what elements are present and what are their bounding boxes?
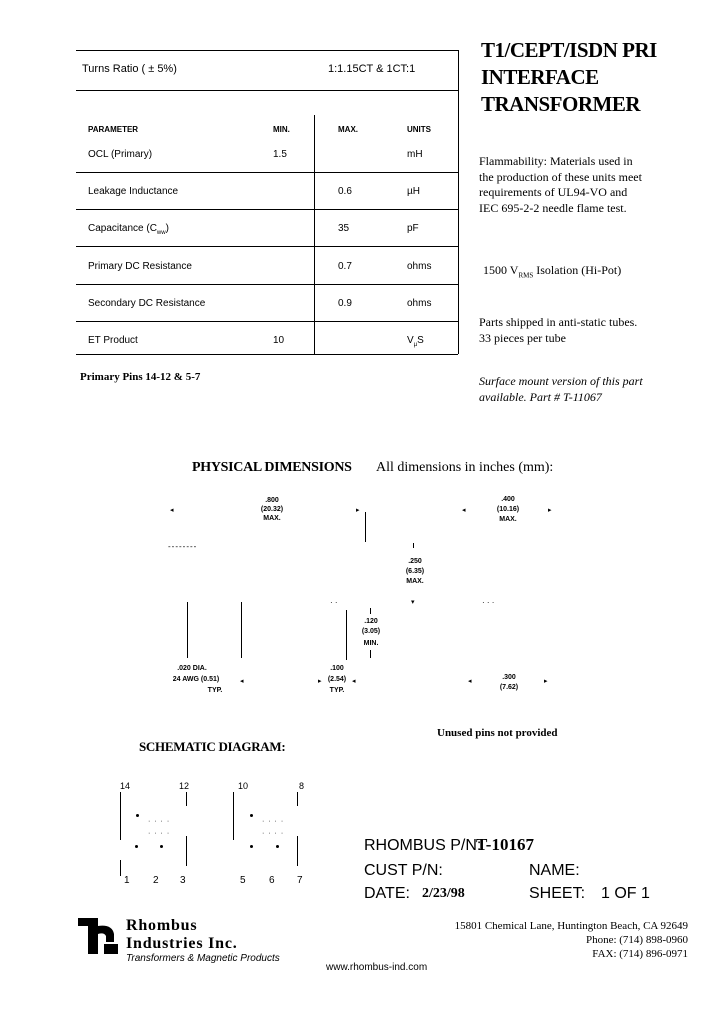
row-rule	[76, 209, 458, 210]
logo-stem	[88, 918, 98, 954]
winding-primary-dots-low: · · · ·	[148, 830, 171, 837]
max-col-rule	[314, 115, 315, 354]
lead-3	[186, 836, 187, 866]
row-ocl-min: 1.5	[273, 149, 287, 160]
tap-dot-3	[250, 845, 253, 848]
sheet-value: 1 OF 1	[601, 885, 650, 902]
et-units-sub: µ	[413, 342, 418, 348]
row-primary-dcr-max: 0.7	[338, 261, 352, 272]
pin-outline-mid	[346, 610, 347, 660]
dim-120-mm: (3.05)	[361, 628, 381, 635]
pin-outline-right	[241, 602, 242, 658]
dim-250-down-arrow: ▾	[411, 598, 415, 606]
dim-300-right-arrow: ▸	[544, 677, 548, 685]
row-rule	[76, 284, 458, 285]
title-line-1: T1/CEPT/ISDN PRI	[481, 38, 657, 62]
lead-1	[120, 860, 121, 876]
pin-label-5: 5	[240, 875, 246, 886]
row-leakage-units: µH	[407, 186, 420, 197]
row-leakage-max: 0.6	[338, 186, 352, 197]
row-et-units	[407, 335, 424, 348]
dim-400-left-arrow: ◂	[462, 506, 466, 514]
company-name-1: Rhombus	[126, 917, 198, 934]
pin-label-10: 10	[238, 781, 249, 791]
spec-bottom-rule	[76, 354, 458, 355]
primary-pins-note: Primary Pins 14-12 & 5-7	[80, 371, 201, 383]
pin-outline-dots: · ·	[330, 598, 338, 607]
row-rule	[76, 246, 458, 247]
row-et-min: 10	[273, 335, 285, 346]
company-name-2: Industries Inc.	[126, 935, 238, 952]
dim-120-tick-bottom	[370, 650, 371, 658]
schematic-heading: SCHEMATIC DIAGRAM:	[139, 739, 286, 754]
row-secondary-dcr-units: ohms	[407, 298, 432, 309]
winding-primary-dots: · · · ·	[148, 818, 171, 825]
company-website[interactable]: www.rhombus-ind.com	[326, 962, 428, 973]
header-max: MAX.	[338, 125, 358, 134]
lead-14	[120, 792, 121, 840]
isolation-sub: RMS	[518, 271, 534, 280]
row-ocl-units: mH	[407, 149, 423, 160]
tap-dot-4	[276, 845, 279, 848]
physical-subheading: All dimensions in inches (mm):	[376, 460, 554, 475]
dim-400-right-arrow: ▸	[548, 506, 552, 514]
et-units-v: V	[407, 335, 414, 346]
pin-label-8: 8	[299, 781, 305, 791]
lead-12	[186, 792, 187, 806]
dim-800-right-arrow: ▸	[356, 506, 360, 514]
smt-note: Surface mount version of this part available. Part # T-11067	[479, 374, 643, 404]
dim-800-tick	[365, 512, 366, 542]
flammability-note: Flammability: Materials used in the production of these units meet requirements of UL94-VO and IEC 695-2-2 needle flame test.	[479, 154, 642, 215]
dim-100-mm: (2.54)	[327, 676, 347, 683]
name-label: NAME:	[529, 862, 580, 879]
capacitance-tail: )	[165, 223, 169, 234]
spec-right-rule	[458, 50, 459, 354]
company-phone: Phone: (714) 898-0960	[585, 934, 688, 946]
sheet-label: SHEET:	[529, 885, 586, 902]
title-line-2: INTERFACE	[481, 65, 599, 89]
date-label: DATE:	[364, 885, 410, 902]
dim-120-tick	[370, 608, 371, 614]
tap-dot-1	[135, 845, 138, 848]
row-secondary-dcr-param: Secondary DC Resistance	[88, 298, 206, 309]
physical-heading: PHYSICAL DIMENSIONS	[192, 460, 352, 475]
dim-100-qual: TYP.	[329, 687, 345, 694]
lead-10	[233, 792, 234, 840]
cust-pn-label: CUST P/N:	[364, 862, 443, 879]
turns-ratio-value: 1:1.15CT & 1CT:1	[328, 63, 416, 75]
dim-020-arrow: ◂	[240, 677, 244, 685]
turns-ratio-label: Turns Ratio ( ± 5%)	[82, 63, 177, 75]
pin-outline-left	[187, 602, 188, 658]
dim-100-right-arrow: ◂	[352, 677, 356, 685]
isolation-note	[483, 263, 621, 279]
row-capacitance-units: pF	[407, 223, 419, 234]
pin-label-14: 14	[120, 781, 131, 791]
capacitance-sub: ww	[156, 230, 166, 236]
row-capacitance-param	[88, 223, 169, 236]
rhombus-pn-value: T-10167	[476, 835, 534, 854]
tap-dot-2	[160, 845, 163, 848]
capacitance-label: Capacitance (C	[88, 223, 157, 234]
polarity-dot-secondary	[250, 814, 253, 817]
rhombus-pn-label: RHOMBUS P/N:	[364, 837, 482, 854]
dim-800-mm: (20.32)	[260, 506, 284, 513]
turns-rule	[76, 90, 458, 91]
spec-top-rule	[76, 50, 458, 51]
winding-secondary-dots: · · · ·	[262, 818, 285, 825]
dim-300-left-arrow: ◂	[468, 677, 472, 685]
dim-120-qual: MIN.	[363, 640, 379, 647]
row-leakage-param: Leakage Inductance	[88, 186, 179, 197]
et-units-s: S	[417, 335, 424, 346]
isolation-post: Isolation (Hi-Pot)	[533, 263, 622, 277]
shipping-note: Parts shipped in anti-static tubes. 33 pieces per tube	[479, 315, 638, 345]
dim-100-left-arrow: ▸	[318, 677, 322, 685]
pin-label-3: 3	[180, 875, 186, 886]
lead-7	[297, 836, 298, 866]
row-capacitance-max: 35	[338, 223, 350, 234]
rhombus-logo	[78, 918, 122, 954]
dim-020-value: .020 DIA.	[177, 665, 207, 672]
pin-label-2: 2	[153, 875, 159, 886]
winding-secondary-dots-low: · · · ·	[262, 830, 285, 837]
dim-020-awg: 24 AWG (0.51)	[172, 676, 220, 683]
unused-pins-note: Unused pins not provided	[437, 727, 558, 739]
pin-label-12: 12	[179, 781, 190, 791]
pin-label-1: 1	[124, 875, 130, 886]
dim-400-qual: MAX.	[499, 516, 517, 523]
polarity-dot-primary	[136, 814, 139, 817]
header-parameter: PARAMETER	[88, 125, 139, 134]
dim-300-mm: (7.62)	[499, 684, 519, 691]
row-rule	[76, 172, 458, 173]
pin-label-6: 6	[269, 875, 275, 886]
company-address: 15801 Chemical Lane, Huntington Beach, CA 92649	[454, 920, 688, 932]
dim-120-value: .120	[364, 618, 378, 625]
row-ocl-param: OCL (Primary)	[88, 149, 153, 160]
company-tagline: Transformers & Magnetic Products	[126, 953, 280, 964]
pin-label-7: 7	[297, 875, 303, 886]
lead-8	[297, 792, 298, 806]
title-line-3: TRANSFORMER	[481, 92, 641, 116]
dim-100-value: .100	[330, 665, 344, 672]
row-secondary-dcr-max: 0.9	[338, 298, 352, 309]
dim-250-qual: MAX.	[406, 578, 424, 585]
row-rule	[76, 321, 458, 322]
dim-400-mm: (10.16)	[496, 506, 520, 513]
isolation-pre: 1500 V	[483, 263, 519, 277]
row-primary-dcr-units: ohms	[407, 261, 432, 272]
dim-300-value: .300	[502, 674, 516, 681]
logo-hook	[98, 926, 114, 942]
dim-800-left-arrow: ◂	[170, 506, 174, 514]
dim-250-mm: (6.35)	[405, 568, 425, 575]
row-primary-dcr-param: Primary DC Resistance	[88, 261, 192, 272]
dim-800-qual: MAX.	[263, 515, 281, 522]
side-outline-dots: · · ·	[482, 598, 495, 607]
header-min: MIN.	[273, 125, 290, 134]
dim-250-tick	[413, 543, 414, 548]
date-value: 2/23/98	[422, 886, 465, 901]
row-et-param: ET Product	[88, 335, 138, 346]
body-outline-dash: --------	[168, 542, 198, 551]
dim-020-qual: TYP.	[207, 687, 223, 694]
dim-250-value: .250	[408, 558, 422, 565]
logo-foot	[104, 944, 118, 954]
company-fax: FAX: (714) 896-0971	[592, 948, 688, 960]
header-units: UNITS	[407, 125, 431, 134]
dim-800-value: .800	[265, 497, 279, 504]
dim-400-value: .400	[501, 496, 515, 503]
